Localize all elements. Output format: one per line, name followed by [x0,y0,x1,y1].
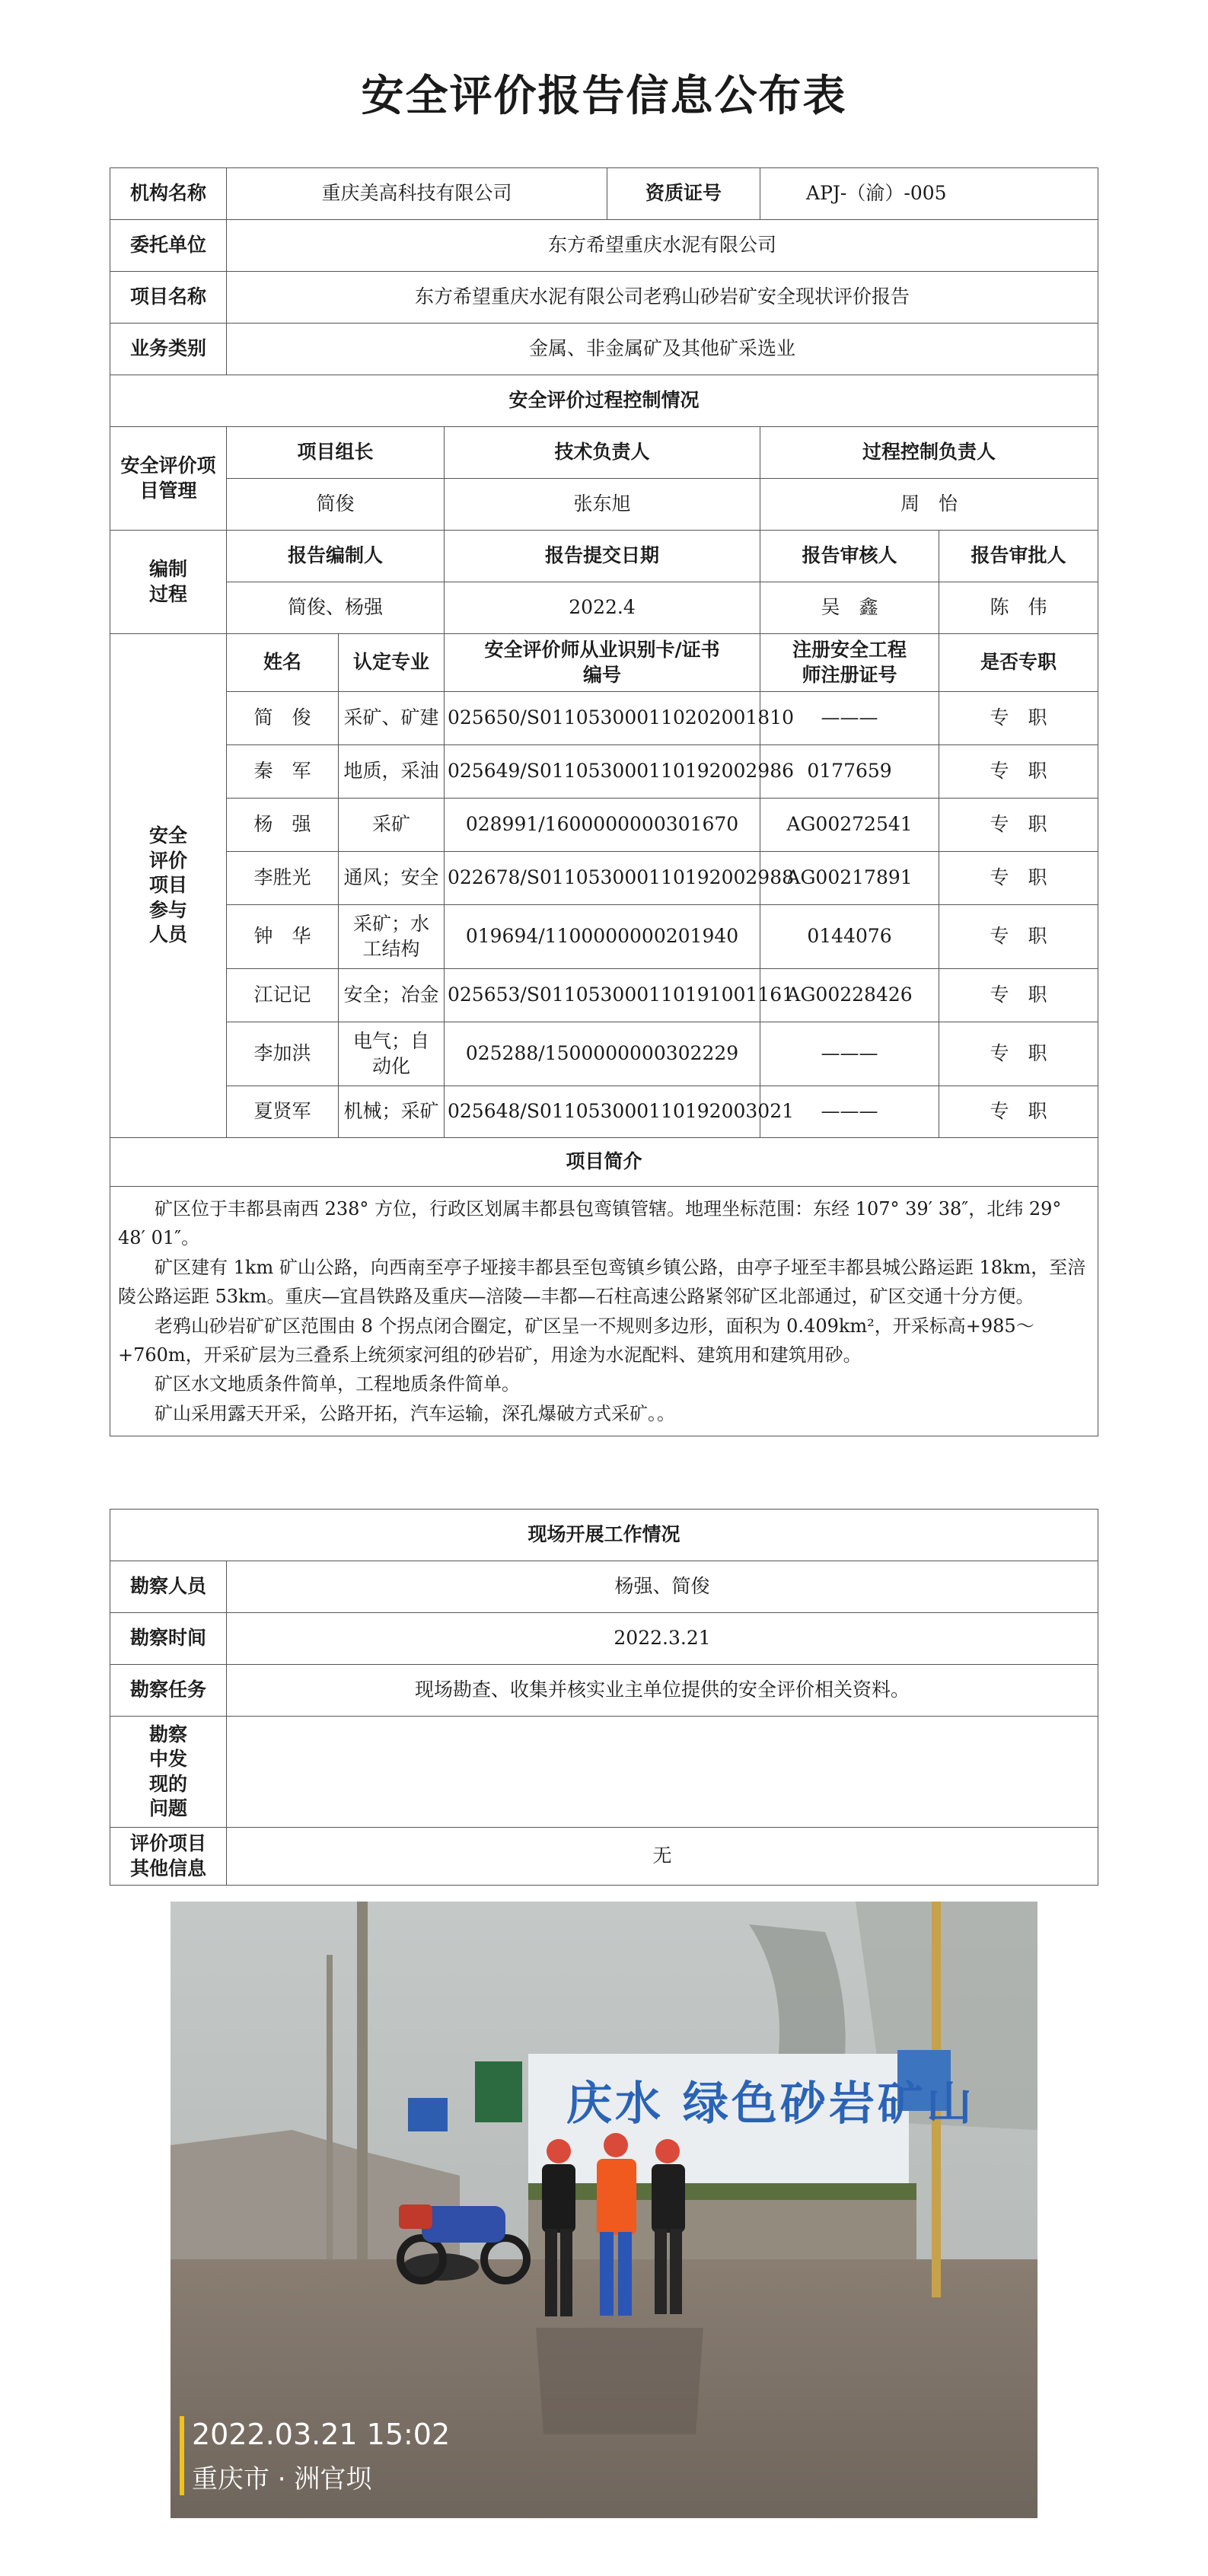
table-row [110,1022,1098,1086]
staff-card: 025650/S011053000110202001810 [445,692,760,745]
compile-header-date: 报告提交日期 [445,531,760,582]
project-name: 东方希望重庆水泥有限公司老鸦山砂岩矿安全现状评价报告 [227,272,1098,324]
photo-timestamp: 2022.03.21 15:02 [192,2418,451,2451]
compile-header-approver: 报告审批人 [939,531,1098,582]
staff-name: 夏贤军 [227,1086,339,1138]
staff-fulltime: 专 职 [939,745,1098,799]
table-row [110,799,1098,852]
staff-major: 采矿、矿建 [339,692,445,745]
staff-fulltime: 专 职 [939,969,1098,1022]
staff-fulltime: 专 职 [939,692,1098,745]
staff-card: 025648/S011053000110192003021 [445,1086,760,1138]
mgmt-header-leader: 项目组长 [227,427,445,479]
staff-reg: 0177659 [760,745,939,799]
mgmt-tech: 张东旭 [445,479,760,531]
table-row [110,969,1098,1022]
staff-header-reg: 注册安全工程师注册证号 [760,634,939,692]
intro-paragraph: 矿区水文地质条件简单，工程地质条件简单。 [155,1373,520,1395]
intro-title: 项目简介 [110,1138,1098,1187]
staff-card: 022678/S011053000110192002988 [445,852,760,905]
table-row [110,905,1098,969]
mgmt-header-tech: 技术负责人 [445,427,760,479]
staff-name: 秦 军 [227,745,339,799]
cert-label: 资质证号 [607,168,760,220]
compile-date: 2022.4 [445,582,760,634]
staff-label: 安全评价项目参与人员 [110,634,227,1138]
compile-header-author: 报告编制人 [227,531,445,582]
staff-name: 李胜光 [227,852,339,905]
other-info-label: 评价项目其他信息 [110,1828,227,1886]
intro-paragraph: 矿区位于丰都县南西 238° 方位，行政区划属丰都县包鸾镇管辖。地理坐标范围：东经 107° 39′ 38″，北纬 29° 48′ 01″。 [118,1198,1062,1249]
staff-card: 025653/S011053000110191001161 [445,969,760,1022]
table-row [110,852,1098,905]
other-info-value: 无 [227,1828,1098,1886]
staff-reg: ——— [760,692,939,745]
compile-author: 简俊、杨强 [227,582,445,634]
intro-paragraph: 矿山采用露天开采，公路开拓，汽车运输，深孔爆破方式采矿。。 [155,1402,675,1424]
intro-body [110,1187,1098,1436]
staff-header-name: 姓名 [227,634,339,692]
intro-paragraph: 矿区建有 1km 矿山公路，向西南至亭子垭接丰都县至包鸾镇乡镇公路，由亭子垭至丰都县城公路运距 18km，至涪陵公路运距 53km。重庆—宜昌铁路及重庆—涪陵—丰都—石柱高速公路紧邻矿区北部通过，矿区交通十分方便。 [118,1256,1086,1308]
staff-major: 采矿；水工结构 [339,905,445,969]
staff-major: 地质，采油 [339,745,445,799]
survey-task-value: 现场勘查、收集并核实业主单位提供的安全评价相关资料。 [227,1665,1098,1717]
mgmt-leader: 简俊 [227,479,445,531]
process-section-title: 安全评价过程控制情况 [110,375,1098,427]
org-name: 重庆美高科技有限公司 [227,168,607,220]
compile-header-reviewer: 报告审核人 [760,531,939,582]
staff-name: 钟 华 [227,905,339,969]
client-name: 东方希望重庆水泥有限公司 [227,220,1098,272]
surveyor-value: 杨强、简俊 [227,1561,1098,1613]
mgmt-header-control: 过程控制负责人 [760,427,1098,479]
staff-reg: ——— [760,1086,939,1138]
business-type-label: 业务类别 [110,324,227,375]
staff-reg: AG00228426 [760,969,939,1022]
mine-wall-text: 庆水 绿色砂岩矿山 [566,2077,975,2131]
staff-name: 杨 强 [227,799,339,852]
staff-card: 019694/1100000000201940 [445,905,760,969]
survey-issues-value [227,1717,1098,1828]
staff-fulltime: 专 职 [939,852,1098,905]
client-label: 委托单位 [110,220,227,272]
staff-major: 采矿 [339,799,445,852]
staff-major: 电气；自动化 [339,1022,445,1086]
site-title: 现场开展工作情况 [110,1510,1098,1561]
survey-issues-label: 勘察中发现的问题 [110,1717,227,1828]
cert-number: APJ-（渝）-005 [760,168,1098,220]
project-label: 项目名称 [110,272,227,324]
survey-time-value: 2022.3.21 [227,1613,1098,1665]
staff-header-fulltime: 是否专职 [939,634,1098,692]
compile-approver: 陈 伟 [939,582,1098,634]
staff-major: 通风；安全 [339,852,445,905]
site-photo [171,1902,1037,2518]
table-row [110,1086,1098,1138]
staff-header-card: 安全评价师从业识别卡/证书编号 [445,634,760,692]
staff-fulltime: 专 职 [939,905,1098,969]
table-row [110,692,1098,745]
survey-time-label: 勘察时间 [110,1613,227,1665]
staff-fulltime: 专 职 [939,1022,1098,1086]
table-row [110,745,1098,799]
staff-card: 025288/1500000000302229 [445,1022,760,1086]
page-title: 安全评价报告信息公布表 [361,72,847,121]
survey-task-label: 勘察任务 [110,1665,227,1717]
staff-fulltime: 专 职 [939,799,1098,852]
surveyor-label: 勘察人员 [110,1561,227,1613]
staff-card: 028991/1600000000301670 [445,799,760,852]
mgmt-label: 安全评价项目管理 [110,427,227,531]
staff-name: 简 俊 [227,692,339,745]
mgmt-control: 周 怡 [760,479,1098,531]
staff-name: 李加洪 [227,1022,339,1086]
photo-location: 重庆市 · 洲官坝 [192,2464,372,2495]
staff-reg: AG00217891 [760,852,939,905]
staff-header-major: 认定专业 [339,634,445,692]
staff-reg: AG00272541 [760,799,939,852]
business-type: 金属、非金属矿及其他矿采选业 [227,324,1098,375]
staff-reg: 0144076 [760,905,939,969]
staff-major: 机械；采矿 [339,1086,445,1138]
report-info-table [110,167,1098,1436]
staff-reg: ——— [760,1022,939,1086]
compile-label: 编制过程 [110,531,227,634]
timestamp-bar [180,2416,184,2495]
site-work-table [110,1509,1098,1886]
staff-major: 安全；冶金 [339,969,445,1022]
intro-paragraph: 老鸦山砂岩矿矿区范围由 8 个拐点闭合圈定，矿区呈一不规则多边形，面积为 0.409km²，开采标高+985～+760m，开采矿层为三叠系上统须家河组的砂岩矿，用途为水泥配料、建筑用和建筑用砂。 [118,1315,1034,1366]
compile-reviewer: 吴 鑫 [760,582,939,634]
staff-name: 江记记 [227,969,339,1022]
staff-card: 025649/S011053000110192002986 [445,745,760,799]
staff-fulltime: 专 职 [939,1086,1098,1138]
org-name-label: 机构名称 [110,168,227,220]
